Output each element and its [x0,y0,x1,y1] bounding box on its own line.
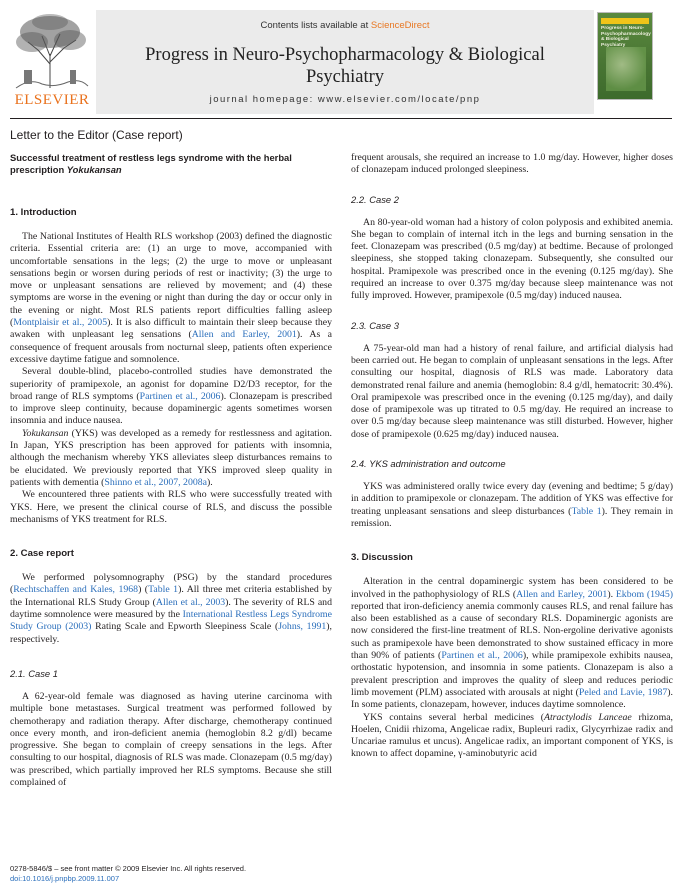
elsevier-logo [10,12,92,110]
article-title: Successful treatment of restless legs syndrome with the herbal prescription Yokukansan [10,152,292,175]
citation-link[interactable]: International Restless Legs Syndrome Study Group (2003) [10,609,332,633]
citation-link[interactable]: Ekbom (1945) [615,588,673,600]
journal-header [10,10,672,110]
paragraph: Yokukansan (YKS) was developed as a remedy for restlessness and agitation. In Japan, YKS prescription has been approved for patients with insomnia, although the mechanism whereby YKS alleviates sleep disturbances remains to be elucidated. We previously reported that YKS improved sleep quality in patients with dementia (Shinno et al., 2007, 2008a). [10,427,332,488]
paragraph: Several double-blind, placebo-controlled studies have demonstrated the superiority of pramipexole, an agonist for dopamine D2/D3 receptor, for the broad range of RLS symptoms (Partinen et al., 2006). Clonazepam is prescribed to improve sleep continuity, because dopaminergic agents sometimes worsen insomnia and induce nausea. [10,366,333,427]
table-link[interactable]: Table 1 [148,584,179,596]
citation-link[interactable]: Montplaisir et al., 2005 [13,317,108,329]
journal-banner [96,10,594,114]
subsection-heading-yks-administration: 2.4. YKS administration and outcome [351,458,506,470]
right-column [351,152,673,761]
citation-link[interactable]: Allen et al., 2003 [155,596,226,608]
section-heading-case-report: 2. Case report [10,548,74,560]
journal-cover-thumbnail [597,12,653,100]
left-column [10,152,332,789]
paragraph: We encountered three patients with RLS who were successfully treated with YKS. Here, we present the clinical course of RLS, and discuss the possible mechanisms of YKS treatment for RLS. [10,489,332,525]
article-type: Letter to the Editor (Case report) [10,128,183,142]
page-footer [10,864,246,884]
sciencedirect-link[interactable]: ScienceDirect [370,20,430,31]
paragraph: The National Institutes of Health RLS workshop (2003) defined the diagnostic criteria. Essential criteria are: (1) an urge to move, accompanied with uncomfortable sensations in the legs; (2) the urge to move or unpleasant sensations begin or worsen during periods of rest or inactivity; (3) the urge to move or unpleasant sensations are relieved by movement; and (4) these symptoms are worse in the evening or night than during the day or occur only in the evening or night. Most RLS patients report difficulties falling asleep (Montplaisir et al., 2005). It is also difficult to maintain their sleep because they awaken with unpleasant leg sensations (Allen and Earley, 2001). As a consequence of frequent arousals from nocturnal sleep, patients often experience excessive daytime fatigue and somnolence. [10,231,332,365]
paragraph: An 80-year-old woman had a history of colon polyposis and exhibited anemia. She began to complain of internal itch in the legs and burning sensation in the feet. Clonazepam was prescribed (0.5 mg/day) at bedtime. Because of prolonged sleepiness, she stopped taking clonazepam. Subsequently, she consulted our hospital. Pramipexole was prescribed once in the evening (0.125 mg/day). She required an increase to over 0.375 mg/day because sleep maintenance was not fully improved. However, pramipexole (0.5 mg/day) induced nausea. [351,216,673,302]
subsection-heading-case-1: 2.1. Case 1 [10,667,58,679]
paragraph: We performed polysomnography (PSG) by the standard procedures (Rechtschaffen and Kales, 1968) (Table 1). All three met criteria established by the International RLS Study Group (Allen et al., 2003). The severity of RLS and daytime somnolence were measured by the International Restless Legs Syndrome Study Group (2003) Rating Scale and Epworth Sleepiness Scale (Johns, 1991), respectively. [10,572,332,645]
table-link[interactable]: Table 1 [571,505,602,517]
copyright-line: 0278-5846/$ – see front matter © 2009 Elsevier Inc. All rights reserved. [10,864,247,873]
paragraph: Alteration in the central dopaminergic system has been considered to be involved in the pathophysiology of RLS (Allen and Earley, 2001). Ekbom (1945) reported that iron-deficiency anemia commonly causes RLS, and renal failure has also been established as a cause of secondary RLS. Dopaminergic agonists are now considered the first-line treatment of RLS. Non-ergoline derivative agonists such as pramipexole have been demonstrated to show sustained efficacy in more than 90% of patients (Partinen et al., 2006), while pramipexole exhibits nausea, orthostatic hypotension, and insomnia in some patients. Clonazepam is also a prevalent prescription and improves the quality of sleep and reduces periodic limb movement (PLM) associated with arousals at night (Peled and Lavie, 1987). In some patients, clonazepam, however, induces daytime somnolence. [351,576,673,711]
citation-link[interactable]: Johns, 1991 [278,621,327,633]
section-heading-discussion: 3. Discussion [351,552,413,564]
subsection-heading-case-2: 2.2. Case 2 [351,193,399,205]
paragraph: A 75-year-old man had a history of renal failure, and artificial dialysis had been carried out. He began to complain of unpleasant sensations in the legs. After consulting our hospital, diagnosis of RLS was made. Laboratory data demonstrated renal failure and anemia (hemoglobin: 8.4 g/dl, hematocrit: 30.4%). Oral pramipexole was prescribed once in the evening (0.125 mg/day), and daily dose of pramipexole was up titrated to 0.5 mg/day. He required an increase to over 0.5 mg/day because sleep maintenance was still disturbed. However, higher dose of pramipexole (0.625 mg/day) induced nausea. [351,342,673,440]
paragraph: frequent arousals, she required an increase to 1.0 mg/day. However, higher doses of clonazepam induced prolonged sleepiness. [351,152,673,176]
elsevier-wordmark: ELSEVIER [14,92,90,108]
journal-homepage[interactable]: journal homepage: www.elsevier.com/locate/pnp [209,94,481,105]
citation-link[interactable]: Partinen et al., 2006 [441,650,523,662]
contents-line: Contents lists available at ScienceDirect [260,20,430,31]
citation-link[interactable]: Rechtschaffen and Kales, 1968 [13,584,139,596]
subsection-heading-case-3: 2.3. Case 3 [351,319,399,331]
section-heading-introduction: 1. Introduction [10,207,77,218]
citation-link[interactable]: Allen and Earley, 2001 [191,329,297,341]
paragraph: A 62-year-old female was diagnosed as having uterine carcinoma with multiple bone metastases. Surgical treatment was performed followed by chemotherapy and radiation therapy. After discharge, chemotherapy continued once every month, and iron-deficient anemia (hemoglobin 8.2 g/dl) became progressive. She began to complain of creepy sensations in the legs. After consulting to our hospital, diagnosis of RLS was made. Clonazepam (0.5 mg/day) was prescribed, which partially improved her RLS symptoms. Because she still complained of [10,690,332,788]
citation-link[interactable]: Shinno et al., 2007, 2008a [104,476,207,488]
paragraph: YKS contains several herbal medicines (Atractylodis Lanceae rhizoma, Hoelen, Cnidii rhizoma, Angelicae radix, Bupleuri radix, Glycyrrhizae radix and Uncariae ramulus et uncus). Angelicae radix, an important component of YKS, is known to affect dopamine, γ-aminobutyric acid [351,711,673,760]
journal-title: Progress in Neuro-Psychopharmacology & Biological Psychiatry [145,45,545,87]
cover-art [606,47,646,91]
citation-link[interactable]: Partinen et al., 2006 [139,390,221,402]
citation-link[interactable]: Peled and Lavie, 1987 [578,686,668,698]
elsevier-tree-icon [10,12,92,90]
header-rule [10,118,672,119]
paragraph: YKS was administered orally twice every day (evening and bedtime; 5 g/day) in addition to pramipexole or clonazepam. The addition of YKS was effective for treating unpleasant sensations and sleep disturbances (Table 1). They remain in remission. [351,481,673,529]
citation-link[interactable]: Allen and Earley, 2001 [516,588,608,600]
doi-link[interactable]: doi:10.1016/j.pnpbp.2009.11.007 [10,874,120,883]
cover-title: Progress in Neuro-Psychopharmacology & Biological Psychiatry [601,26,651,48]
